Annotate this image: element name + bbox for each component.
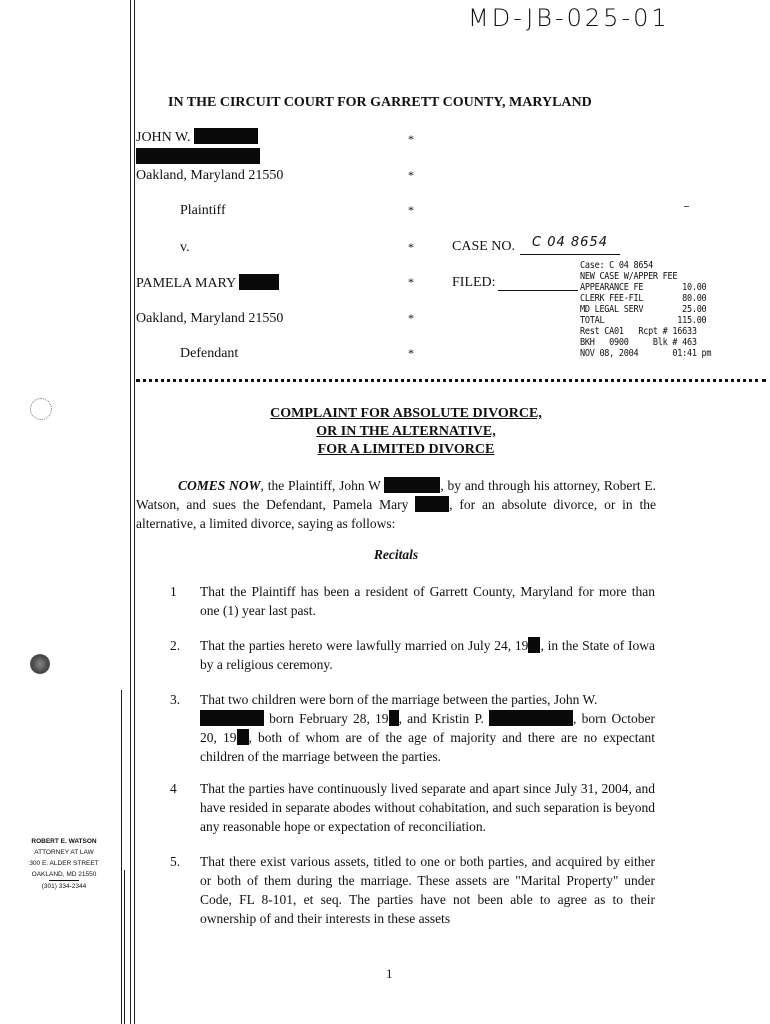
redaction-bar [389,710,399,726]
recital-item [170,690,655,766]
receipt-line: Case: C 04 8654 [580,260,653,271]
receipt-line: CLERK FEE-FIL 80.00 [580,293,707,304]
hole-punch-top [30,398,52,420]
receipt-line: Rest CA01 Rcpt # 16633 [580,326,697,337]
case-number-line [520,254,620,255]
filed-label: FILED: [452,275,496,290]
versus: v. [180,240,190,255]
receipt-line: TOTAL 115.00 [580,315,707,326]
defendant-address: Oakland, Maryland 21550 [136,311,284,326]
court-heading: IN THE CIRCUIT COURT FOR GARRETT COUNTY, MARYLAND [168,95,592,110]
letterhead-title: ATTORNEY AT LAW [34,849,94,856]
receipt-line: NOV 08, 2004 01:41 pm [580,348,712,359]
plaintiff-name: JOHN W. [136,128,258,146]
plaintiff-role: Plaintiff [180,203,226,218]
caption-star: * [408,275,414,289]
recital-text: That the Plaintiff has been a resident of Garrett County, Maryland for more than one (1) year last past. [200,584,655,618]
complaint-title-line-2: OR IN THE ALTERNATIVE, [316,424,496,439]
recital-text: That two children were born of the marriage between the parties, John W. born February 28, 19 , and Kristin P. , born October 20, 19 , both of whom are of the age of majority and there are no expectant children of the marriage between the parties. [200,692,656,764]
stray-mark [684,206,689,207]
case-number-label: CASE NO. [452,239,516,254]
letterhead-name: ROBERT E. WATSON [31,838,97,845]
defendant-name: PAMELA MARY [136,274,279,292]
handwritten-document-code: MD-JB-025-01 [468,4,670,32]
redaction-bar [384,477,440,493]
recital-text: That there exist various assets, titled to one or both parties, and acquired by either or both of them during the marriage. These assets are "Marital Property" under Code, FL 8-101, et seq. The parties have not been able to agree as to their ownership of and their interests in these assets [200,854,655,926]
complaint-title-line-1: COMPLAINT FOR ABSOLUTE DIVORCE, [270,406,542,421]
recital-number: 1 [170,584,177,599]
recital-item [170,852,655,928]
redaction-bar [194,128,258,144]
caption-star: * [408,311,414,325]
recitals-heading: Recitals [373,547,419,562]
left-margin-line [130,0,131,1024]
caption-star: * [408,168,414,182]
redaction-bar [415,496,449,512]
redaction-bar [239,274,279,290]
attorney-letterhead [10,836,118,892]
defendant-role: Defendant [180,346,239,361]
recital-text: That the parties have continuously lived separate and apart since July 31, 2004, and have resided in separate abodes without cohabitation, and such separation is beyond any reasonable hope or expectation of reconciliation. [200,781,655,834]
handwritten-case-number: C 04 8654 [532,235,608,250]
receipt-line: APPEARANCE FE 10.00 [580,282,707,293]
recital-item [170,779,655,836]
caption-star: * [408,346,414,360]
left-margin-line-outer [121,690,122,1024]
recital-item [170,582,655,620]
letterhead-street: 300 E. ALDER STREET [29,860,99,867]
left-margin-line-inner [134,0,135,1024]
receipt-line: MD LEGAL SERV 25.00 [580,304,707,315]
redaction-bar [528,637,540,653]
hole-punch-middle [30,654,50,674]
caption-star: * [408,240,414,254]
redaction-bar [489,710,573,726]
caption-star: * [408,203,414,217]
redaction-bar [200,710,264,726]
intro-paragraph: COMES NOW, the Plaintiff, John W , by and through his attorney, Robert E. Watson, and sues the Defendant, Pamela Mary , for an absolute divorce, or in the alternative, a limited divorce, saying as follows: [136,478,656,531]
recital-number: 5. [170,854,181,869]
redaction-bar [237,729,249,745]
recital-number: 4 [170,781,177,796]
intro-lead: COMES NOW [178,478,261,493]
complaint-title-line-3: FOR A LIMITED DIVORCE [317,442,495,457]
caption-separator [136,379,766,387]
recital-number: 2. [170,638,181,653]
clerk-receipt-stamp [580,260,759,359]
page-number: 1 [386,966,393,981]
letterhead-phone: (301) 334-2344 [41,883,87,890]
plaintiff-address: Oakland, Maryland 21550 [136,168,284,183]
recital-item [170,636,655,674]
receipt-line: BKH 0900 Blk # 463 [580,337,697,348]
filed-line [498,290,578,291]
recital-number: 3. [170,692,181,707]
receipt-line: NEW CASE W/APPER FEE [580,271,678,282]
caption-star: * [408,132,414,146]
letterhead-city: OAKLAND, MD 21550 [31,871,97,878]
recital-text: That the parties hereto were lawfully married on July 24, 19 , in the State of Iowa by a religious ceremony. [200,638,655,672]
redaction-bar-address [136,148,260,164]
left-margin-line-outer-2 [124,870,125,1024]
